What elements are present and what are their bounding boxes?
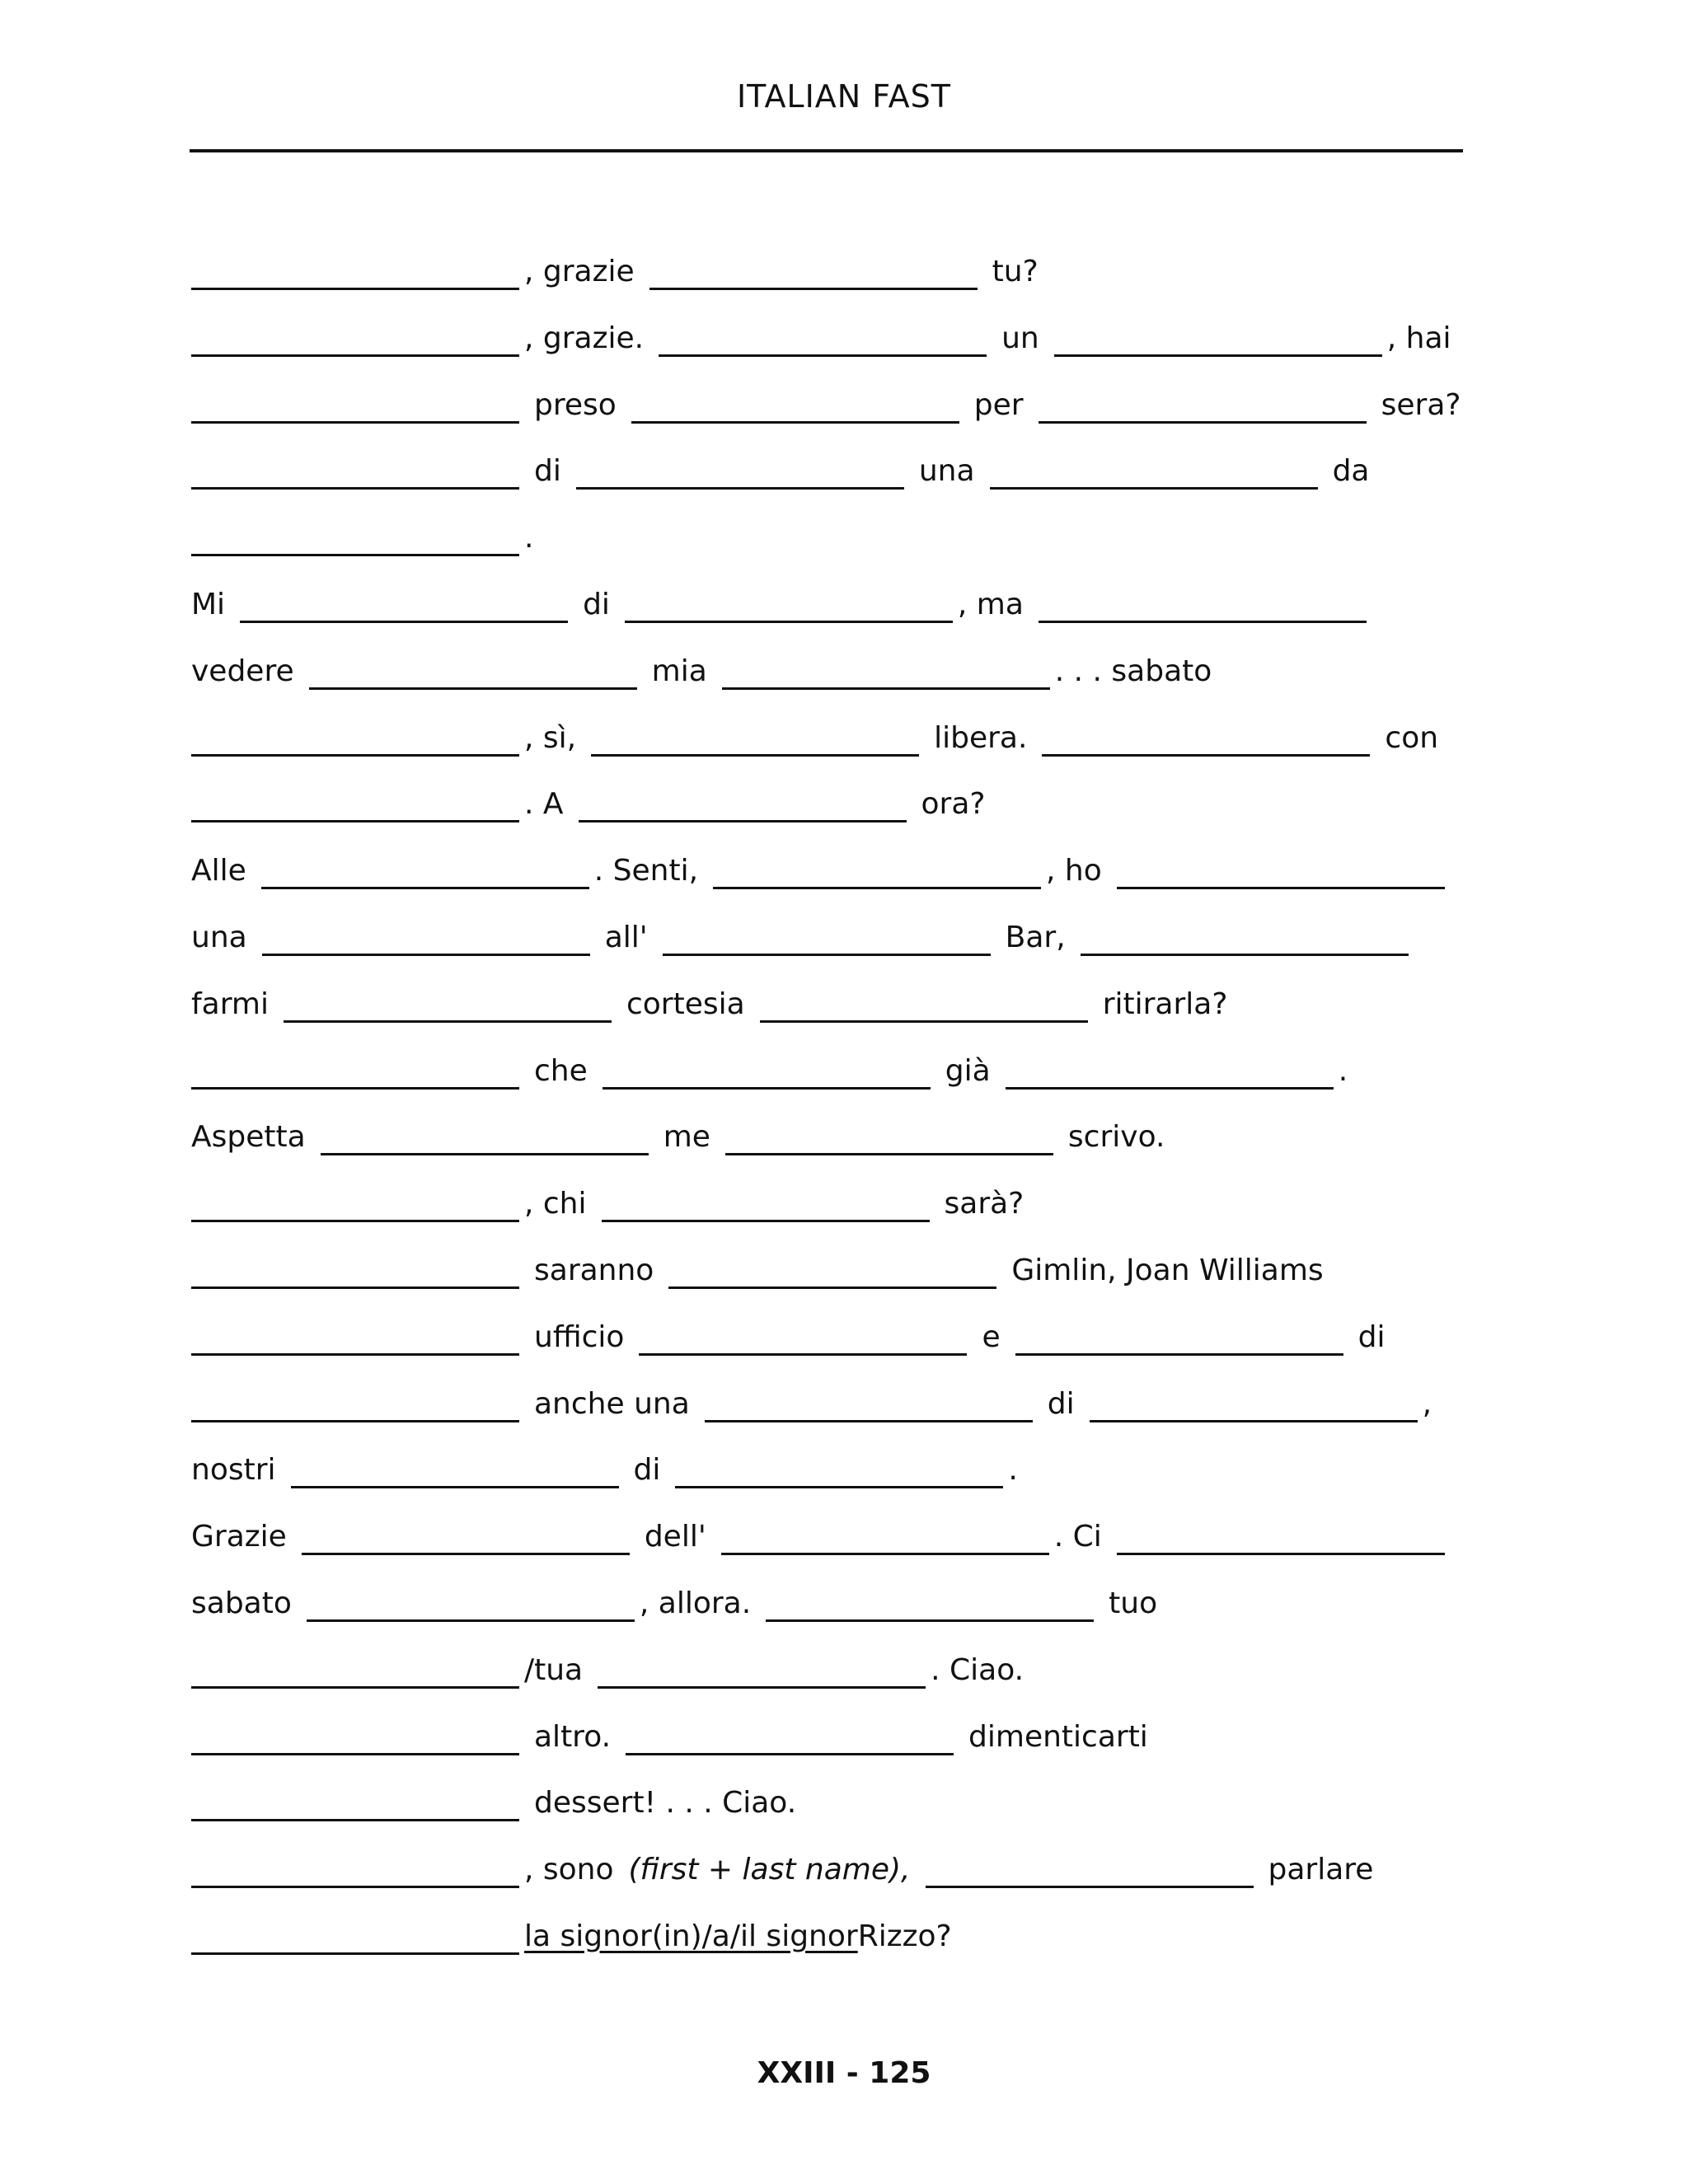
worksheet-line: [191, 520, 1502, 556]
underlined-text: la signor(in)/a/il signor: [524, 1919, 858, 1953]
line-text: .: [524, 521, 534, 555]
line-text: libera.: [934, 721, 1028, 755]
line-text: . Ci: [1053, 1520, 1102, 1554]
line-text: ,: [1422, 1387, 1432, 1421]
fill-in-blank: [302, 1548, 630, 1555]
line-text: tuo: [1109, 1586, 1158, 1620]
worksheet-line: [191, 1519, 1502, 1555]
fill-in-blank: [722, 682, 1050, 690]
fill-in-blank: [309, 682, 637, 690]
worksheet-line: [191, 453, 1502, 490]
fill-in-blank: [1117, 882, 1445, 889]
line-text: di: [633, 1453, 661, 1487]
instruction-text: (first + last name),: [628, 1853, 911, 1886]
worksheet-line: [191, 920, 1502, 956]
worksheet-line: [191, 1852, 1502, 1888]
fill-in-blank: [321, 1148, 649, 1155]
line-text: Bar,: [1005, 921, 1066, 954]
line-text: Gimlin, Joan Williams: [1011, 1254, 1324, 1287]
line-text: una: [918, 454, 975, 488]
worksheet-line: [191, 1186, 1502, 1222]
worksheet-line: [191, 987, 1502, 1023]
line-text: nostri: [191, 1453, 276, 1487]
worksheet-line: [191, 1319, 1502, 1356]
line-text: mia: [651, 654, 707, 688]
fill-in-blank: [307, 1615, 635, 1622]
fill-in-blank: [579, 815, 907, 823]
fill-in-blank: [261, 882, 589, 889]
fill-in-blank: [191, 815, 519, 823]
line-text: . A: [524, 787, 564, 821]
fill-in-blank: [191, 1814, 519, 1821]
fill-in-blank: [926, 1881, 1254, 1888]
fill-in-blank: [1006, 1082, 1334, 1090]
line-text: che: [534, 1054, 588, 1088]
line-text: .: [1008, 1453, 1018, 1487]
line-text: già: [945, 1054, 991, 1088]
line-text: da: [1332, 454, 1370, 488]
fill-in-blank: [191, 549, 519, 556]
fill-in-blank: [990, 482, 1318, 490]
line-text: scrivo.: [1067, 1120, 1165, 1154]
page-number: XXIII - 125: [757, 2056, 931, 2090]
fill-in-blank: [713, 882, 1041, 889]
line-text: sarà?: [944, 1187, 1025, 1221]
fill-in-blank: [240, 616, 568, 623]
fill-in-blank: [1039, 616, 1367, 623]
worksheet-line: [191, 1053, 1502, 1090]
fill-in-blank: [721, 1548, 1049, 1555]
worksheet-line: [191, 321, 1502, 357]
line-text: , sono: [524, 1853, 614, 1886]
worksheet-line: [191, 654, 1502, 690]
line-text: , grazie.: [524, 321, 645, 355]
fill-in-blank: [626, 1748, 954, 1755]
fill-in-blank: [262, 949, 590, 956]
fill-in-blank: [591, 749, 919, 757]
fill-in-blank: [191, 1415, 519, 1422]
fill-in-blank: [1090, 1415, 1418, 1422]
worksheet-line: [191, 1719, 1502, 1755]
fill-in-blank: [1117, 1548, 1445, 1555]
line-text: Aspetta: [191, 1120, 306, 1154]
fill-in-blank: [284, 1015, 612, 1023]
line-text: , ho: [1046, 854, 1102, 888]
worksheet-line: [191, 1253, 1502, 1289]
fill-in-blank: [649, 283, 978, 290]
worksheet-line: [191, 1652, 1502, 1689]
fill-in-blank: [766, 1615, 1094, 1622]
worksheet-line: [191, 853, 1502, 889]
fill-in-blank: [576, 482, 904, 490]
line-text: , sì,: [524, 721, 577, 755]
line-text: di: [583, 588, 610, 621]
line-text: parlare: [1268, 1853, 1374, 1886]
line-text: Rizzo?: [857, 1919, 952, 1953]
line-text: me: [663, 1120, 710, 1154]
page-header: ITALIAN FAST: [736, 78, 952, 115]
line-text: Grazie: [191, 1520, 287, 1554]
fill-in-blank: [191, 349, 519, 357]
line-text: ufficio: [534, 1320, 625, 1354]
fill-in-blank: [663, 949, 991, 956]
line-text: dell': [644, 1520, 706, 1554]
line-text: ritirarla?: [1102, 987, 1228, 1021]
line-text: con: [1385, 721, 1439, 755]
fill-in-blank: [191, 416, 519, 424]
line-text: cortesia: [626, 987, 745, 1021]
fill-in-blank: [725, 1148, 1053, 1155]
line-text: , allora.: [639, 1586, 752, 1620]
fill-in-blank: [191, 482, 519, 490]
line-text: per: [973, 388, 1024, 422]
fill-in-blank: [1054, 349, 1382, 357]
fill-in-blank: [760, 1015, 1088, 1023]
fill-in-blank: [705, 1415, 1033, 1422]
fill-in-blank: [602, 1215, 930, 1222]
line-text: sabato: [191, 1586, 292, 1620]
fill-in-blank: [1039, 416, 1367, 424]
line-text: , hai: [1386, 321, 1451, 355]
line-text: dessert! . . . Ciao.: [534, 1786, 797, 1820]
worksheet-line: [191, 786, 1502, 823]
line-text: , chi: [524, 1187, 587, 1221]
fill-in-blank: [603, 1082, 931, 1090]
line-text: saranno: [534, 1254, 654, 1287]
line-text: dimenticarti: [968, 1720, 1148, 1754]
line-text: vedere: [191, 654, 294, 688]
line-text: altro.: [534, 1720, 612, 1754]
line-text: Alle: [191, 854, 246, 888]
fill-in-blank: [191, 283, 519, 290]
line-text: anche una: [534, 1387, 690, 1421]
line-text: . Senti,: [593, 854, 699, 888]
worksheet-line: [191, 587, 1502, 623]
line-text: Mi: [191, 588, 226, 621]
worksheet-line: [191, 254, 1502, 290]
line-text: .: [1338, 1054, 1348, 1088]
line-text: ora?: [921, 787, 986, 821]
fill-in-blank: [191, 749, 519, 757]
fill-in-blank: [191, 1748, 519, 1755]
line-text: farmi: [191, 987, 269, 1021]
fill-in-blank: [191, 1881, 519, 1888]
fill-in-blank: [191, 1681, 519, 1689]
line-text: , grazie: [524, 255, 635, 288]
line-text: preso: [534, 388, 617, 422]
line-text: e: [982, 1320, 1001, 1354]
line-text: , ma: [957, 588, 1024, 621]
worksheet-line: [191, 1452, 1502, 1488]
fill-in-blank: [668, 1282, 996, 1289]
line-text: sera?: [1381, 388, 1461, 422]
line-text: . Ciao.: [931, 1653, 1025, 1687]
line-text: all': [604, 921, 648, 954]
worksheet-line: [191, 1386, 1502, 1422]
fill-in-blank: [191, 1215, 519, 1222]
line-text: /tua: [524, 1653, 584, 1687]
line-text: . . . sabato: [1054, 654, 1212, 688]
fill-in-blank: [1015, 1348, 1343, 1356]
fill-in-blank: [598, 1681, 926, 1689]
worksheet-line: [191, 1119, 1502, 1155]
line-text: di: [1047, 1387, 1075, 1421]
fill-in-blank: [291, 1481, 619, 1488]
fill-in-blank: [675, 1481, 1003, 1488]
line-text: di: [534, 454, 561, 488]
fill-in-blank: [1081, 949, 1409, 956]
fill-in-blank: [191, 1282, 519, 1289]
worksheet-line: [191, 387, 1502, 424]
line-text: una: [191, 921, 247, 954]
fill-in-blank: [191, 1947, 519, 1955]
fill-in-blank: [1042, 749, 1370, 757]
fill-in-blank: [639, 1348, 967, 1356]
line-text: un: [1001, 321, 1039, 355]
worksheet-line: [191, 1919, 1502, 1955]
fill-in-blank: [191, 1348, 519, 1356]
fill-in-blank: [191, 1082, 519, 1090]
worksheet-line: [191, 1785, 1502, 1821]
fill-in-blank: [631, 416, 959, 424]
line-text: di: [1357, 1320, 1386, 1354]
fill-in-blank: [625, 616, 953, 623]
worksheet-line: [191, 1586, 1502, 1622]
line-text: tu?: [992, 255, 1039, 288]
fill-in-blank: [659, 349, 987, 357]
worksheet-line: [191, 720, 1502, 757]
